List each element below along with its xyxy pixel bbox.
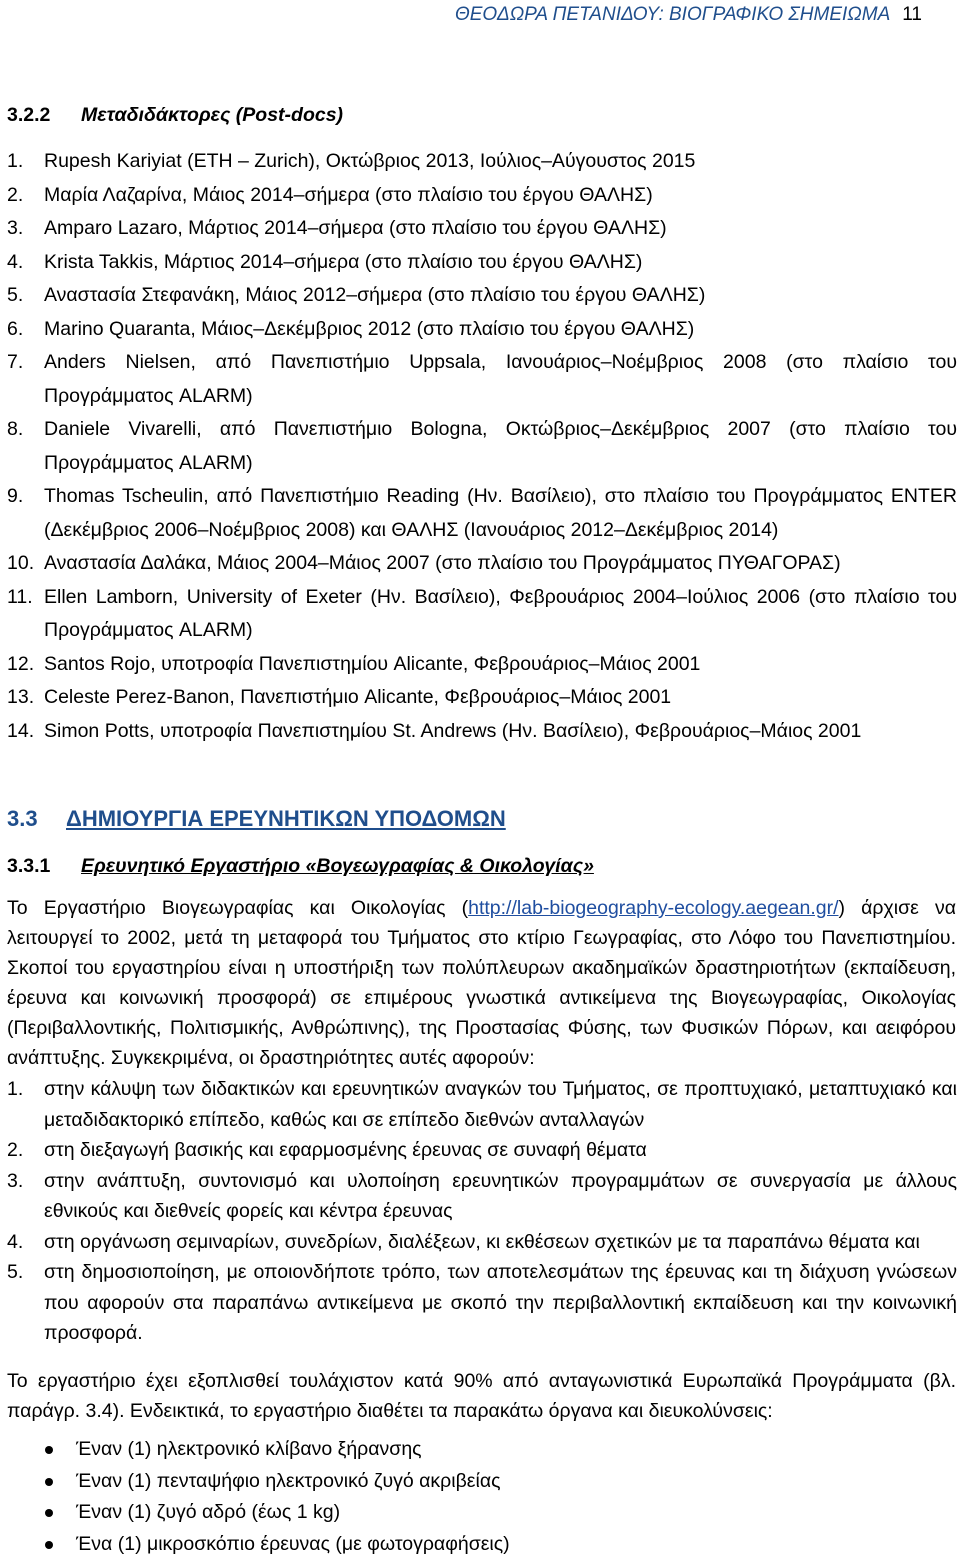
item-number: 11.: [7, 581, 33, 615]
item-text: Rupesh Kariyiat (ETH – Zurich), Οκτώβριος 2013, Ιούλιος–Αύγουστος 2015: [44, 150, 695, 172]
item-text: Amparo Lazaro, Μάρτιος 2014–σήμερα (στο πλαίσιο του έργου ΘΑΛΗΣ): [44, 217, 667, 239]
postdocs-heading-title: Μεταδιδάκτορες (Post-docs): [81, 104, 343, 126]
list-item: [7, 581, 957, 648]
item-number: 4.: [7, 1227, 23, 1258]
lab-website-link[interactable]: http://lab-biogeography-ecology.aegean.gr/: [468, 897, 838, 919]
bullet-icon: [45, 1478, 53, 1486]
list-item: [7, 212, 957, 246]
list-item: [7, 1434, 957, 1466]
list-item: [7, 346, 957, 413]
item-number: 14.: [7, 715, 34, 749]
item-number: 1.: [7, 145, 23, 179]
intro-text-rest: ) άρχισε να λειτουργεί το 2002, μετά τη μεταφορά του Τμήματος στο κτίριο Γεωγραφίας, στο Λόφο του Πανεπιστημίου. Σκοποί του εργαστηρίου είναι η υποστήριξη των πολύπλευρων ακαδημαϊκών δραστηριοτήτων (εκπαίδευση, έρευνα και κοινωνική προσφορά) σε επιμέρους γνωστικά αντικείμενα της Βιογεωγραφίας, Οικολογίας (Περιβαλλοντικής, Πολιτισμικής, Ανθρώπινης), της Προστασίας Φύσης, των Φυσικών Πόρων, και αειφόρου ανάπτυξης. Συγκεκριμένα, οι δραστηριότητες αυτές αφορούν:: [7, 897, 956, 1069]
section-heading: [7, 806, 506, 832]
list-item: [7, 1529, 957, 1560]
item-number: 13.: [7, 681, 34, 715]
bullet-icon: [45, 1509, 53, 1517]
list-item: [7, 1074, 957, 1135]
lab-heading: [7, 855, 594, 878]
list-item: [7, 413, 957, 480]
item-number: 2.: [7, 179, 23, 213]
list-item: [7, 1166, 957, 1227]
list-item: [7, 313, 957, 347]
list-item: [7, 246, 957, 280]
item-number: 1.: [7, 1074, 23, 1105]
list-item: [7, 715, 957, 749]
item-text: στη οργάνωση σεμιναρίων, συνεδρίων, διαλέξεων, κι εκθέσεων σχετικών με τα παραπάνω θέματα και: [44, 1231, 920, 1253]
item-text: Anders Nielsen, από Πανεπιστήμιο Uppsala, Ιανουάριος–Νοέμβριος 2008 (στο πλαίσιο του Προγράμματος ALARM): [44, 351, 957, 407]
bullet-icon: [45, 1446, 53, 1454]
item-number: 3.: [7, 1166, 23, 1197]
lab-heading-number: 3.3.1: [7, 855, 81, 878]
item-number: 10.: [7, 547, 34, 581]
item-number: 4.: [7, 246, 23, 280]
item-number: 8.: [7, 413, 23, 447]
item-text: στην ανάπτυξη, συντονισμό και υλοποίηση ερευνητικών προγραμμάτων σε συνεργασία με άλλους εθνικούς και διεθνείς φορείς και κέντρα έρευνας: [44, 1170, 957, 1223]
list-item: [7, 1497, 957, 1529]
item-number: 12.: [7, 648, 34, 682]
list-item: [7, 1466, 957, 1498]
list-item: [7, 547, 957, 581]
item-text: Μαρία Λαζαρίνα, Μάιος 2014–σήμερα (στο πλαίσιο του έργου ΘΑΛΗΣ): [44, 184, 653, 206]
item-text: Έναν (1) ηλεκτρονικό κλίβανο ξήρανσης: [76, 1438, 422, 1460]
list-item: [7, 648, 957, 682]
item-number: 3.: [7, 212, 23, 246]
item-number: 2.: [7, 1135, 23, 1166]
item-text: Αναστασία Δαλάκα, Μάιος 2004–Μάιος 2007 (στο πλαίσιο του Προγράμματος ΠΥΘΑΓΟΡΑΣ): [44, 552, 841, 574]
lab-intro-paragraph: [7, 893, 956, 1073]
postdocs-heading: [7, 104, 343, 127]
item-text: Marino Quaranta, Μάιος–Δεκέμβριος 2012 (στο πλαίσιο του έργου ΘΑΛΗΣ): [44, 318, 694, 340]
running-header: [455, 4, 922, 26]
item-text: Simon Potts, υποτροφία Πανεπιστημίου St. Andrews (Ην. Βασίλειο), Φεβρουάριος–Μάιος 2001: [44, 720, 861, 742]
item-text: Ένα (1) μικροσκόπιο έρευνας (με φωτογραφήσεις): [76, 1533, 510, 1555]
item-number: 5.: [7, 1257, 23, 1288]
funding-paragraph: Το εργαστήριο έχει εξοπλισθεί τουλάχιστον κατά 90% από ανταγωνιστικά Ευρωπαϊκά Προγράμματα (βλ. παράγρ. 3.4). Ενδεικτικά, το εργαστήριο διαθέτει τα παρακάτω όργανα και διευκολύνσεις:: [7, 1366, 956, 1426]
item-text: στη δημοσιοποίηση, με οποιονδήποτε τρόπο, των αποτελεσμάτων της έρευνας και τη διάχυση γνώσεων που αφορούν στα παραπάνω αντικείμενα με σκοπό την περιβαλλοντική εκπαίδευση και την κοινωνική προσφορά.: [44, 1261, 957, 1344]
list-item: [7, 681, 957, 715]
item-number: 6.: [7, 313, 23, 347]
item-text: Thomas Tscheulin, από Πανεπιστήμιο Reading (Ην. Βασίλειο), στο πλαίσιο του Προγράμματος ENTER (Δεκέμβριος 2006–Νοέμβριος 2008) και ΘΑΛΗΣ (Ιανουάριος 2012–Δεκέμβριος 2014): [44, 485, 957, 541]
list-item: [7, 1227, 957, 1258]
item-number: 9.: [7, 480, 23, 514]
item-text: Αναστασία Στεφανάκη, Μάιος 2012–σήμερα (στο πλαίσιο του έργου ΘΑΛΗΣ): [44, 284, 705, 306]
section-title: ΔΗΜΙΟΥΡΓΙΑ ΕΡΕΥΝΗΤΙΚΩΝ ΥΠΟΔΟΜΩΝ: [66, 806, 506, 831]
intro-text-start: Το Εργαστήριο Βιογεωγραφίας και Οικολογίας (: [7, 897, 468, 919]
list-item: [7, 279, 957, 313]
list-item: [7, 179, 957, 213]
item-text: Ellen Lamborn, University of Exeter (Ην. Βασίλειο), Φεβρουάριος 2004–Ιούλιος 2006 (στο πλαίσιο του Προγράμματος ALARM): [44, 586, 957, 642]
lab-heading-title: Ερευνητικό Εργαστήριο «Βογεωγραφίας & Οικολογίας»: [81, 855, 594, 877]
bullet-icon: [45, 1541, 53, 1549]
postdocs-heading-number: 3.2.2: [7, 104, 81, 127]
list-item: [7, 1257, 957, 1349]
item-number: 7.: [7, 346, 23, 380]
equipment-list: [7, 1434, 957, 1560]
item-text: στη διεξαγωγή βασικής και εφαρμοσμένης έρευνας σε συναφή θέματα: [44, 1139, 647, 1161]
page-number: 11: [902, 4, 922, 25]
item-text: Santos Rojo, υποτροφία Πανεπιστημίου Alicante, Φεβρουάριος–Μάιος 2001: [44, 653, 700, 675]
item-text: Έναν (1) πενταψήφιο ηλεκτρονικό ζυγό ακριβείας: [76, 1470, 501, 1492]
item-number: 5.: [7, 279, 23, 313]
item-text: στην κάλυψη των διδακτικών και ερευνητικών αναγκών του Τμήματος, σε προπτυχιακό, μεταπτυχιακό και μεταδιδακτορικό επίπεδο, καθώς και σε επίπεδο διεθνών ανταλλαγών: [44, 1078, 957, 1131]
list-item: [7, 1135, 957, 1166]
item-text: Celeste Perez-Banon, Πανεπιστήμιο Alicante, Φεβρουάριος–Μάιος 2001: [44, 686, 671, 708]
item-text: Έναν (1) ζυγό αδρό (έως 1 kg): [76, 1501, 340, 1523]
list-item: [7, 145, 957, 179]
item-text: Daniele Vivarelli, από Πανεπιστήμιο Bologna, Οκτώβριος–Δεκέμβριος 2007 (στο πλαίσιο του Προγράμματος ALARM): [44, 418, 957, 474]
running-title: ΘΕΟΔΩΡΑ ΠΕΤΑΝΙΔΟΥ: ΒΙΟΓΡΑΦΙΚΟ ΣΗΜΕΙΩΜΑ: [455, 4, 890, 25]
list-item: [7, 480, 957, 547]
postdocs-list: [7, 145, 957, 748]
section-number: 3.3: [7, 806, 66, 832]
activities-list: [7, 1074, 957, 1349]
item-text: Krista Takkis, Μάρτιος 2014–σήμερα (στο πλαίσιο του έργου ΘΑΛΗΣ): [44, 251, 642, 273]
